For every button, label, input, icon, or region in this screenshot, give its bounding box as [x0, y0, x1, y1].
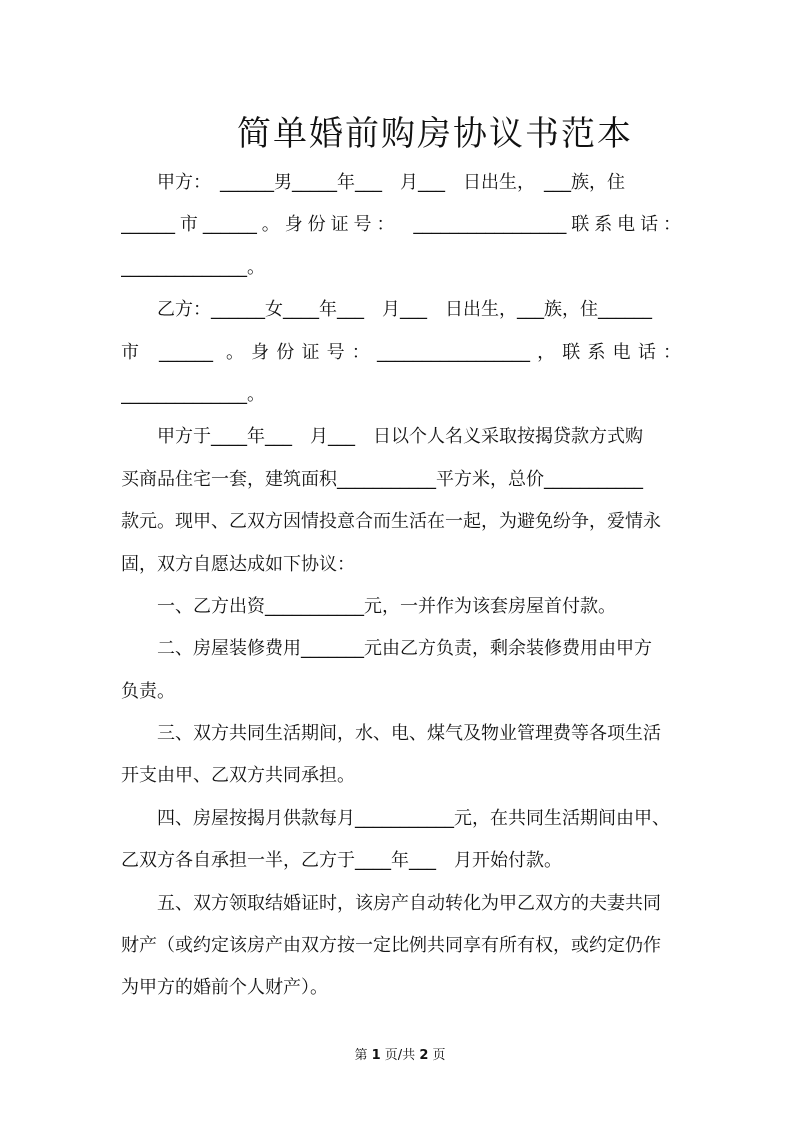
- text-line: 买商品住宅一套，建筑面积___________平方米，总价___________: [121, 468, 643, 490]
- text-line: 市 ______ 。身份证号：_________________，联系电话：: [121, 341, 681, 363]
- text-line: ______________。: [121, 383, 265, 405]
- text-line: 固，双方自愿达成如下协议：: [121, 553, 355, 575]
- page-number: [0, 1044, 800, 1063]
- text-line: 四、房屋按揭月供款每月___________元，在共同生活期间由甲、: [121, 807, 670, 829]
- page-number-suffix: 页: [432, 1048, 446, 1063]
- page-number-current: 1: [371, 1048, 381, 1063]
- text-line: 五、双方领取结婚证时，该房产自动转化为甲乙双方的夫妻共同: [121, 892, 661, 914]
- document-title: 简单婚前购房协议书范本: [237, 114, 633, 154]
- text-line: 开支由甲、乙双方共同承担。: [121, 765, 355, 787]
- page-number-prefix: 第: [354, 1048, 368, 1063]
- document-body: [121, 162, 681, 1010]
- text-line: 为甲方的婚前个人财产）。: [121, 977, 328, 999]
- page-number-total: 2: [419, 1048, 429, 1063]
- text-line: 款元。现甲、乙双方因情投意合而生活在一起，为避免纷争，爱情永: [121, 511, 661, 533]
- text-line: 甲方于____年___ 月___ 日以个人名义采取按揭贷款方式购: [121, 426, 643, 448]
- text-line: ______市______。身份证号： _________________联系电话：: [121, 214, 681, 236]
- text-line: 一、乙方出资___________元，一并作为该套房屋首付款。: [121, 595, 616, 617]
- text-line: 乙方：______女____年___ 月___ 日出生，___族，住______: [121, 299, 652, 321]
- text-line: ______________。: [121, 256, 265, 278]
- text-line: 三、双方共同生活期间，水、电、煤气及物业管理费等各项生活: [121, 723, 661, 745]
- page-number-middle: 页/共: [384, 1048, 416, 1063]
- text-line: 二、房屋装修费用_______元由乙方负责，剩余装修费用由甲方: [121, 638, 652, 660]
- text-line: 乙双方各自承担一半，乙方于____年___ 月开始付款。: [121, 850, 562, 872]
- text-line: 负责。: [121, 680, 175, 702]
- text-line: 甲方： ______男_____年___ 月___ 日出生， ___族，住: [121, 172, 625, 193]
- text-line: 财产（或约定该房产由双方按一定比例共同享有所有权，或约定仍作: [121, 935, 661, 957]
